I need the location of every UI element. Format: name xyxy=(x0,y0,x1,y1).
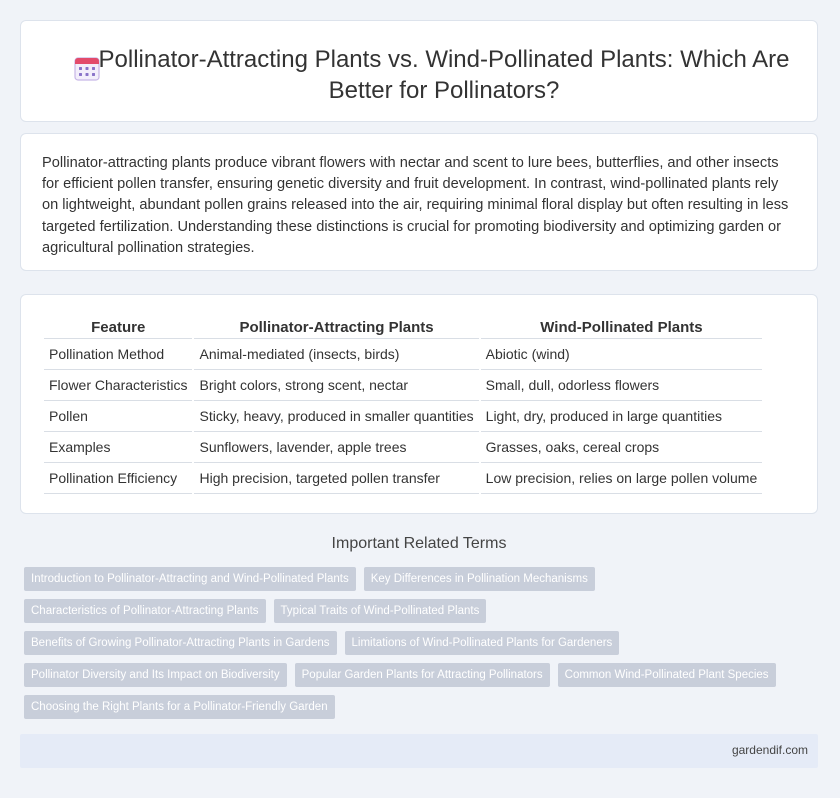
table-cell: Bright colors, strong scent, nectar xyxy=(194,370,478,401)
table-row xyxy=(44,339,762,370)
footer-site-name: gardendif.com xyxy=(731,743,808,757)
related-terms-row xyxy=(24,631,824,655)
related-terms-row xyxy=(24,599,824,623)
related-term-link[interactable]: Popular Garden Plants for Attracting Pollinators xyxy=(295,663,550,687)
table-row xyxy=(44,401,762,432)
table-cell: Pollination Method xyxy=(44,339,192,370)
column-header-wind-pollinated: Wind-Pollinated Plants xyxy=(481,314,763,339)
related-term-link[interactable]: Pollinator Diversity and Its Impact on Biodiversity xyxy=(24,663,287,687)
intro-paragraph: Pollinator-attracting plants produce vibrant flowers with nectar and scent to lure bees, butterflies, and other insects for efficient pollen transfer, ensuring genetic diversity and fruit development. In contrast, wind-pollinated plants rely on lightweight, abundant pollen grains released into the air, requiring minimal floral display but often resulting in less targeted fertilization. Understanding these distinctions is crucial for promoting biodiversity and optimizing garden or agricultural pollination strategies. xyxy=(42,155,789,256)
related-terms-row xyxy=(24,695,824,719)
intro-card xyxy=(20,133,818,271)
related-terms-row xyxy=(24,567,824,591)
table-cell: High precision, targeted pollen transfer xyxy=(194,463,478,494)
related-terms-list xyxy=(24,567,824,727)
comparison-table xyxy=(42,314,764,494)
table-cell: Flower Characteristics xyxy=(44,370,192,401)
comparison-card xyxy=(20,294,818,514)
related-term-link[interactable]: Introduction to Pollinator-Attracting and Wind-Pollinated Plants xyxy=(24,567,356,591)
related-term-link[interactable]: Benefits of Growing Pollinator-Attracting Plants in Gardens xyxy=(24,631,337,655)
table-cell: Pollination Efficiency xyxy=(44,463,192,494)
table-cell: Low precision, relies on large pollen volume xyxy=(481,463,763,494)
related-terms-heading: Important Related Terms xyxy=(331,535,507,552)
table-row xyxy=(44,370,762,401)
related-term-link[interactable]: Choosing the Right Plants for a Pollinator-Friendly Garden xyxy=(24,695,335,719)
page-title: Pollinator-Attracting Plants vs. Wind-Pollinated Plants: Which Are Better for Pollinators? xyxy=(98,46,790,104)
table-cell: Light, dry, produced in large quantities xyxy=(481,401,763,432)
table-cell: Sticky, heavy, produced in smaller quantities xyxy=(194,401,478,432)
table-header-row xyxy=(44,314,762,339)
related-term-link[interactable]: Common Wind-Pollinated Plant Species xyxy=(558,663,776,687)
table-cell: Pollen xyxy=(44,401,192,432)
table-row xyxy=(44,432,762,463)
table-cell: Grasses, oaks, cereal crops xyxy=(481,432,763,463)
table-cell: Examples xyxy=(44,432,192,463)
table-cell: Sunflowers, lavender, apple trees xyxy=(194,432,478,463)
table-cell: Abiotic (wind) xyxy=(481,339,763,370)
footer xyxy=(20,734,818,768)
related-term-link[interactable]: Limitations of Wind-Pollinated Plants for Gardeners xyxy=(345,631,620,655)
table-cell: Small, dull, odorless flowers xyxy=(481,370,763,401)
table-row xyxy=(44,463,762,494)
table-cell: Animal-mediated (insects, birds) xyxy=(194,339,478,370)
related-terms-row xyxy=(24,663,824,687)
column-header-pollinator-attracting: Pollinator-Attracting Plants xyxy=(194,314,478,339)
header-card xyxy=(20,20,818,122)
related-term-link[interactable]: Typical Traits of Wind-Pollinated Plants xyxy=(274,599,487,623)
related-term-link[interactable]: Key Differences in Pollination Mechanisms xyxy=(364,567,595,591)
column-header-feature: Feature xyxy=(44,314,192,339)
related-term-link[interactable]: Characteristics of Pollinator-Attracting Plants xyxy=(24,599,266,623)
